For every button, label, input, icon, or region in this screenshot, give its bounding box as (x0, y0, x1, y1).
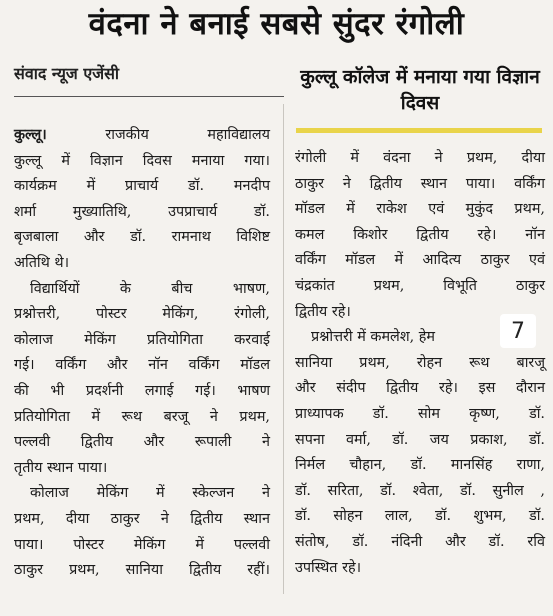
article-line: सपना वर्मा, डॉ. जय प्रकाश, डॉ. (295, 431, 545, 448)
article-line: पाया। पोस्टर मेकिंग में पल्लवी (14, 536, 270, 553)
article-line: कमल किशोर द्वितीय रहे। नॉन (295, 226, 545, 243)
right-column (295, 146, 545, 581)
article-line: डॉ. सरिता, डॉ. श्वेता, डॉ. सुनील , (295, 482, 545, 499)
article-line: ठाकुर ने द्वितीय स्थान पाया। वर्किंग (295, 175, 545, 192)
article-line: बृजबाला और डॉ. रामनाथ विशिष्ट (14, 229, 270, 246)
headline: वंदना ने बनाई सबसे सुंदर रंगोली (88, 6, 465, 42)
article-line: सानिया प्रथम, रोहन रूथ बारजू (295, 354, 545, 371)
article-line: ठाकुर प्रथम, सानिया द्वितीय रहीं। (14, 562, 270, 579)
article-line: तृतीय स्थान पाया। (14, 459, 108, 476)
subheadline-highlight-rule (296, 128, 542, 133)
byline: संवाद न्यूज एजेंसी (14, 64, 120, 83)
article-line: की भी प्रदर्शनी लगाई गई। भाषण (14, 382, 270, 399)
article-line: अतिथि थे। (14, 254, 70, 271)
subheadline: कुल्लू कॉलेज में मनाया गया विज्ञान दिवस (300, 66, 540, 114)
article-line: निर्मल चौहान, डॉ. मानसिंह राणा, (295, 457, 545, 474)
article-line: कोलाज मेकिंग प्रतियोगिता करवाई (14, 331, 270, 348)
column-divider (283, 104, 284, 594)
article-line: चंद्रकांत प्रथम, विभूति ठाकुर (295, 277, 545, 294)
article-line: और संदीप द्वितीय रहे। इस दौरान (295, 380, 545, 397)
article-line: कुल्लू में विज्ञान दिवस मनाया गया। (14, 152, 270, 169)
article-line: रंगोली में वंदना ने प्रथम, दीया (295, 150, 545, 166)
article-line: उपस्थित रहे। (295, 559, 362, 576)
article-line: शर्मा मुख्यातिथि, उपप्राचार्य डॉ. (14, 203, 270, 220)
article-line: प्राध्यापक डॉ. सोम कृष्ण, डॉ. (295, 405, 545, 422)
article-line: संतोष, डॉ. नंदिनी और डॉ. रवि (295, 533, 545, 550)
article-line: मॉडल में राकेश एवं मुकुंद प्रथम, (295, 201, 545, 218)
article-line: प्रश्नोत्तरी, पोस्टर मेकिंग, रंगोली, (14, 306, 270, 323)
byline-rule (14, 96, 284, 97)
article-line: पल्लवी द्वितीय और रूपाली ने (14, 434, 270, 451)
article-line: विद्यार्थियों के बीच भाषण, (30, 280, 270, 297)
article-line: प्रथम, दीया ठाकुर ने द्वितीय स्थान (14, 510, 270, 527)
article-line: प्रतियोगिता में रूथ बरजू ने प्रथम, (14, 408, 270, 425)
left-column (14, 122, 270, 584)
article-line: वर्किंग मॉडल में आदित्य ठाकुर एवं (295, 252, 545, 269)
article-line: कार्यक्रम में प्राचार्य डॉ. मनदीप (14, 178, 270, 195)
article-line: गई। वर्किंग और नॉन वर्किंग मॉडल (14, 357, 270, 374)
page-number-badge: 7 (500, 314, 536, 348)
article-line: कोलाज मेकिंग में स्केल्जन ने (30, 485, 270, 502)
article-line: कुल्लू। राजकीय महाविद्यालय (14, 126, 270, 143)
article-line: प्रश्नोत्तरी में कमलेश, हेम (311, 329, 435, 346)
article-line: डॉ. सोहन लाल, डॉ. शुभम, डॉ. (295, 508, 545, 525)
article-line: द्वितीय रहे। (295, 303, 351, 320)
dateline: कुल्लू। (14, 126, 47, 143)
